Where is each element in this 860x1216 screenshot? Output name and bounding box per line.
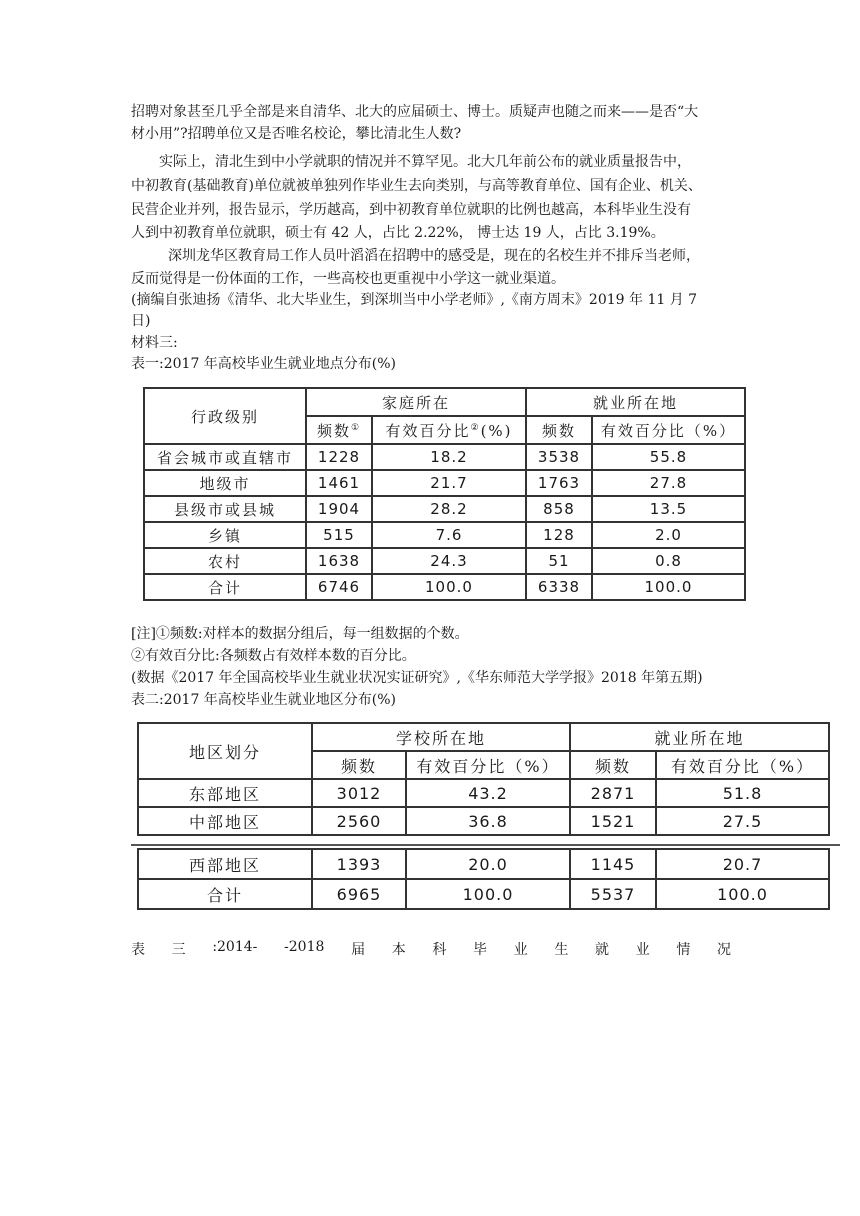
- table-row: [138, 849, 829, 879]
- text-line: 材小用”?招聘单位又是否唯名校论，攀比清北生人数?: [131, 126, 462, 142]
- source-citation: 日): [131, 313, 151, 329]
- pct-cell: 24.3: [372, 548, 526, 574]
- table-employment-location: [143, 387, 746, 601]
- freq-cell: 1763: [526, 470, 592, 496]
- pct-cell: 100.0: [372, 574, 526, 600]
- pct-cell: 18.2: [372, 444, 526, 470]
- freq-cell: 1228: [306, 444, 372, 470]
- table-caption: 表二:2017 年高校毕业生就业地区分布(%): [131, 692, 397, 708]
- row-label: 地级市: [144, 470, 306, 496]
- caption-fragment: -2018: [284, 939, 325, 955]
- freq-cell: 128: [526, 522, 592, 548]
- table-row: [138, 879, 829, 909]
- pct-cell: 36.8: [406, 807, 570, 835]
- freq-cell: 1638: [306, 548, 372, 574]
- group-header: 就业所在地: [526, 388, 745, 416]
- table-note: [注]①频数:对样本的数据分组后，每一组数据的个数。: [131, 626, 469, 642]
- row-label: 乡镇: [144, 522, 306, 548]
- text-line: 中初教育(基础教育)单位就被单独列作毕业生去向类别，与高等教育单位、国有企业、机关、: [131, 178, 702, 194]
- freq-cell: 858: [526, 496, 592, 522]
- pct-cell: 51.8: [656, 779, 829, 807]
- freq-cell: 3012: [312, 779, 406, 807]
- pct-cell: 20.7: [656, 849, 829, 879]
- table-row: [138, 779, 829, 807]
- freq-cell: 5537: [570, 879, 656, 909]
- freq-cell: 1521: [570, 807, 656, 835]
- text-line: 人到中初教育单位就职，硕士有 42 人，占比 2.22%， 博士达 19 人，占比 3.19%。: [131, 225, 665, 241]
- section-heading: 材料三:: [131, 335, 178, 351]
- pct-cell: 0.8: [592, 548, 745, 574]
- freq-cell: 3538: [526, 444, 592, 470]
- freq-cell: 2560: [312, 807, 406, 835]
- pct-cell: 55.8: [592, 444, 745, 470]
- caption-fragment: 况: [716, 942, 731, 958]
- table-row: [144, 548, 745, 574]
- group-header: 学校所在地: [312, 723, 570, 751]
- text-line: 实际上，清北生到中小学就职的情况并不算罕见。北大几年前公布的就业质量报告中，: [159, 154, 691, 170]
- freq-cell: 1461: [306, 470, 372, 496]
- pct-cell: 13.5: [592, 496, 745, 522]
- table-caption: 表一:2017 年高校毕业生就业地点分布(%): [131, 356, 397, 372]
- sub-header: 频数①: [306, 416, 372, 444]
- caption-fragment: 科: [432, 942, 447, 958]
- row-label: 东部地区: [138, 779, 312, 807]
- table-employment-region: [137, 722, 830, 836]
- caption-fragment: 就: [595, 942, 609, 958]
- pct-cell: 2.0: [592, 522, 745, 548]
- freq-cell: 2871: [570, 779, 656, 807]
- pct-cell: 100.0: [592, 574, 745, 600]
- pct-cell: 7.6: [372, 522, 526, 548]
- freq-cell: 1904: [306, 496, 372, 522]
- text-line: 招聘对象甚至几乎全部是来自清华、北大的应届硕士、博士。质疑声也随之而来——是否“大: [131, 104, 699, 120]
- caption-fragment: 届: [351, 942, 366, 958]
- freq-cell: 6746: [306, 574, 372, 600]
- table-row: [144, 522, 745, 548]
- freq-cell: 6965: [312, 879, 406, 909]
- text-line: 反而觉得是一份体面的工作，一些高校也更重视中小学这一就业渠道。: [131, 271, 565, 287]
- pct-cell: 27.8: [592, 470, 745, 496]
- sub-header: 有效百分比②(%): [372, 416, 526, 444]
- pct-cell: 100.0: [406, 879, 570, 909]
- table-note: ②有效百分比:各频数占有效样本数的百分比。: [131, 648, 416, 664]
- caption-fragment: :2014-: [212, 939, 258, 955]
- pct-cell: 21.7: [372, 470, 526, 496]
- caption-fragment: 本: [391, 942, 406, 958]
- row-label: 中部地区: [138, 807, 312, 835]
- table-row: [144, 444, 745, 470]
- row-label: 省会城市或直辖市: [144, 444, 306, 470]
- sub-header: 频数: [570, 751, 656, 779]
- pct-cell: 20.0: [406, 849, 570, 879]
- sub-header: 有效百分比（%）: [656, 751, 829, 779]
- table-row: [144, 496, 745, 522]
- group-header: 就业所在地: [570, 723, 829, 751]
- freq-cell: 1393: [312, 849, 406, 879]
- freq-cell: 51: [526, 548, 592, 574]
- row-label: 西部地区: [138, 849, 312, 879]
- caption-fragment: 毕: [473, 942, 488, 958]
- row-label: 合计: [138, 879, 312, 909]
- source-citation: (数据《2017 年全国高校毕业生就业状况实证研究》,《华东师范大学学报》2018 年第五期): [131, 670, 703, 686]
- sub-header: 频数: [312, 751, 406, 779]
- column-header: 地区划分: [138, 723, 312, 779]
- source-citation: (摘编自张迪扬《清华、北大毕业生，到深圳当中小学老师》,《南方周末》2019 年 11 月 7: [131, 292, 698, 308]
- group-header: 家庭所在: [306, 388, 526, 416]
- freq-cell: 6338: [526, 574, 592, 600]
- text-line: 民营企业并列，报告显示，学历越高，到中初教育单位就职的比例也越高，本科毕业生没有: [131, 202, 691, 218]
- row-label: 合计: [144, 574, 306, 600]
- row-label: 农村: [144, 548, 306, 574]
- table-row: [144, 470, 745, 496]
- text-line: 深圳龙华区教育局工作人员叶滔滔在招聘中的感受是，现在的名校生并不排斥当老师，: [168, 248, 700, 264]
- caption-fragment: 三: [171, 942, 186, 958]
- row-label: 县级市或县城: [144, 496, 306, 522]
- caption-fragment: 情: [676, 942, 691, 958]
- pct-cell: 100.0: [656, 879, 829, 909]
- caption-fragment: 生: [554, 942, 569, 958]
- table-row: [138, 807, 829, 835]
- caption-fragment: 业: [513, 942, 528, 958]
- page-break-divider: [131, 844, 840, 846]
- sub-header: 频数: [526, 416, 592, 444]
- column-header: 行政级别: [144, 388, 306, 444]
- caption-fragment: 表: [131, 942, 145, 958]
- freq-cell: 1145: [570, 849, 656, 879]
- pct-cell: 27.5: [656, 807, 829, 835]
- sub-header: 有效百分比（%）: [406, 751, 570, 779]
- table-employment-region-continued: [137, 848, 830, 910]
- table-row: [144, 574, 745, 600]
- freq-cell: 515: [306, 522, 372, 548]
- pct-cell: 28.2: [372, 496, 526, 522]
- table-caption: [131, 939, 731, 959]
- caption-fragment: 业: [635, 942, 650, 958]
- sub-header: 有效百分比（%）: [592, 416, 745, 444]
- pct-cell: 43.2: [406, 779, 570, 807]
